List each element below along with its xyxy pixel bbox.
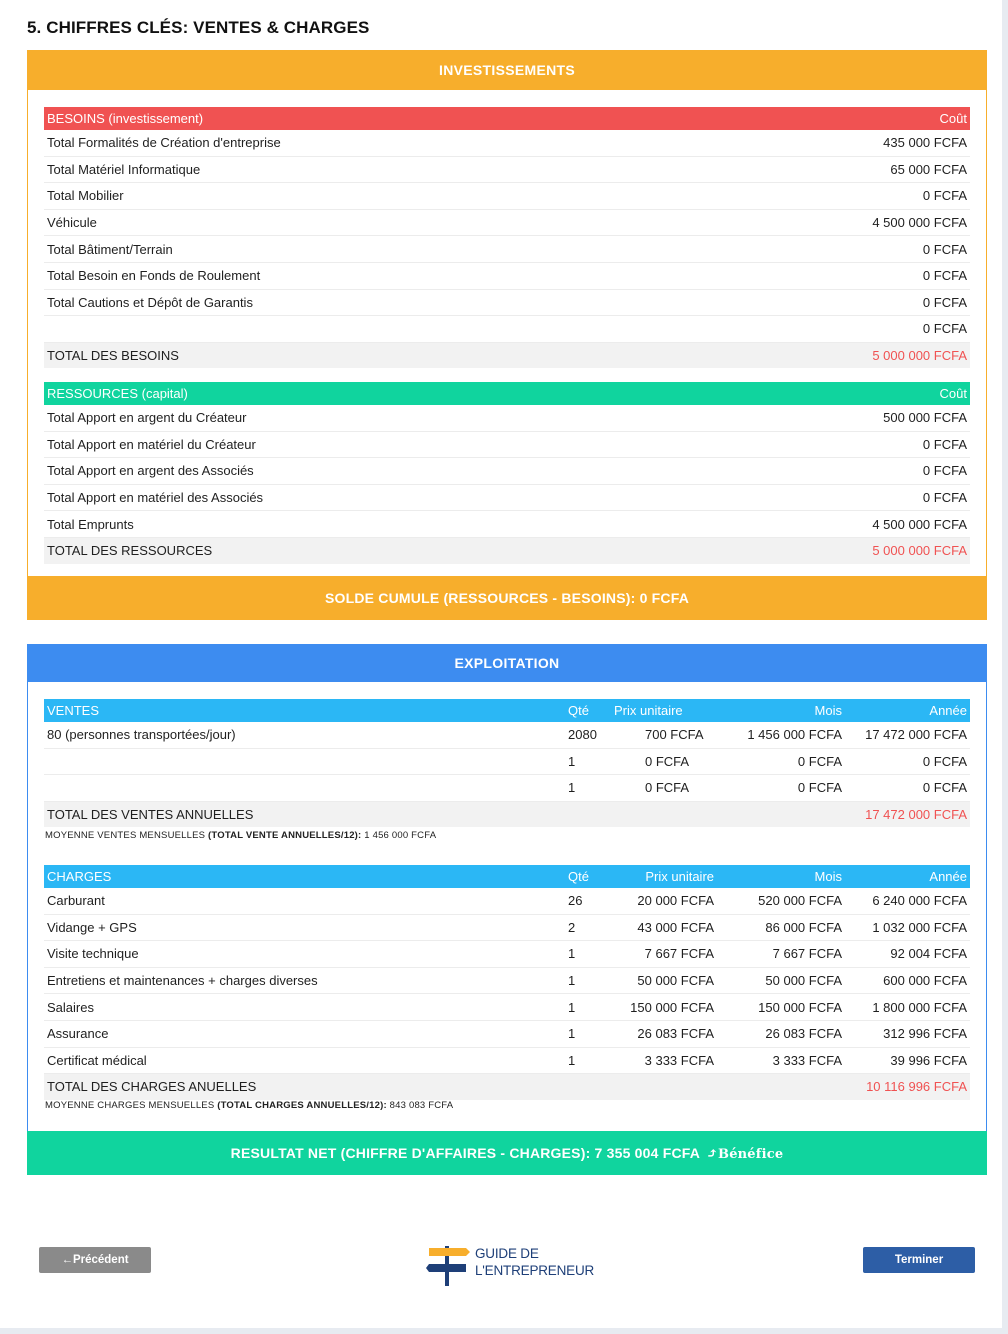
charges-cell-label: Entretiens et maintenances + charges diverses [44,967,565,994]
ressources-row-value: 0 FCFA [681,431,970,458]
ventes-cell-mois: 0 FCFA [717,748,845,775]
besoins-row [44,130,970,156]
charges-cell-annee: 92 004 FCFA [845,941,970,968]
ressources-row [44,511,970,538]
charges-cell-prix: 7 667 FCFA [611,941,717,968]
besoins-row [44,316,970,343]
besoins-row-label: Total Bâtiment/Terrain [44,236,696,263]
besoins-row-value: 0 FCFA [696,236,970,263]
ressources-header-label: RESSOURCES (capital) [44,382,681,405]
ventes-row [44,748,970,775]
charges-col-mois: Mois [717,865,845,888]
ventes-total-row [44,801,970,827]
charges-cell-annee: 600 000 FCFA [845,967,970,994]
charges-cell-qte: 1 [565,941,611,968]
besoins-row-value: 0 FCFA [696,183,970,210]
charges-cell-prix: 50 000 FCFA [611,967,717,994]
ressources-row-label: Total Apport en matériel du Créateur [44,431,681,458]
charges-table [44,865,970,1100]
previous-button[interactable] [39,1247,151,1273]
ressources-header-row [44,382,970,405]
besoins-row-value: 0 FCFA [696,289,970,316]
resultat-net-footer [27,1131,987,1175]
charges-cell-label: Certificat médical [44,1047,565,1074]
charges-cell-prix: 3 333 FCFA [611,1047,717,1074]
ventes-cell-mois: 0 FCFA [717,775,845,802]
ventes-total-label: TOTAL DES VENTES ANNUELLES [44,801,845,827]
ventes-table [44,699,970,827]
charges-header-row [44,865,970,888]
charges-cell-qte: 1 [565,967,611,994]
ventes-col-label: VENTES [44,699,565,722]
besoins-row-label: Total Mobilier [44,183,696,210]
ressources-total-value: 5 000 000 FCFA [681,537,970,563]
ventes-note-prefix: MOYENNE VENTES MENSUELLES [45,830,209,841]
charges-cell-mois: 50 000 FCFA [717,967,845,994]
besoins-row [44,236,970,263]
charges-col-annee: Année [845,865,970,888]
besoins-row [44,156,970,183]
ressources-header-cost: Coût [681,382,970,405]
ressources-row-value: 4 500 000 FCFA [681,511,970,538]
ressources-total-row [44,537,970,563]
ressources-row-value: 500 000 FCFA [681,405,970,431]
charges-cell-qte: 1 [565,994,611,1021]
ventes-cell-mois: 1 456 000 FCFA [717,722,845,748]
ressources-row-value: 0 FCFA [681,458,970,485]
logo [426,1242,596,1290]
arrow-left-icon: ← [61,1254,73,1266]
ventes-col-prix: Prix unitaire [611,699,717,722]
ventes-col-qte: Qté [565,699,611,722]
ventes-cell-label [44,748,565,775]
charges-row [44,888,970,914]
ventes-cell-label [44,775,565,802]
charges-cell-qte: 26 [565,888,611,914]
ventes-total-value: 17 472 000 FCFA [845,801,970,827]
besoins-row-label: Total Besoin en Fonds de Roulement [44,262,696,289]
charges-cell-annee: 312 996 FCFA [845,1020,970,1047]
charges-note-value: 843 083 FCFA [386,1100,454,1111]
ressources-row-label: Total Emprunts [44,511,681,538]
charges-col-label: CHARGES [44,865,565,888]
besoins-row [44,183,970,210]
besoins-row-label: Véhicule [44,209,696,236]
charges-cell-prix: 26 083 FCFA [611,1020,717,1047]
signpost-icon [426,1242,472,1288]
charges-cell-qte: 1 [565,1020,611,1047]
ressources-row [44,431,970,458]
besoins-table [44,107,970,368]
besoins-row [44,209,970,236]
section-title: 5. CHIFFRES CLÉS: VENTES & CHARGES [27,18,370,37]
besoins-row-label: Total Matériel Informatique [44,156,696,183]
ventes-cell-qte: 1 [565,775,611,802]
charges-row [44,1020,970,1047]
charges-moyenne-note [45,1100,453,1111]
charges-cell-mois: 150 000 FCFA [717,994,845,1021]
finish-button[interactable]: Terminer [863,1247,975,1273]
logo-line2: L'ENTREPRENEUR [475,1263,595,1278]
charges-cell-prix: 20 000 FCFA [611,888,717,914]
charges-cell-mois: 520 000 FCFA [717,888,845,914]
ventes-header-row [44,699,970,722]
ventes-row [44,775,970,802]
charges-total-row [44,1074,970,1100]
charges-total-label: TOTAL DES CHARGES ANUELLES [44,1074,845,1100]
charges-cell-label: Assurance [44,1020,565,1047]
exploitation-panel [27,644,987,1175]
up-arrow-icon: ⤴ [706,1146,718,1162]
ventes-moyenne-note [45,830,436,841]
investissements-header: INVESTISSEMENTS [28,51,986,90]
logo-line1: GUIDE DE [475,1246,539,1261]
besoins-row-value: 435 000 FCFA [696,130,970,156]
charges-cell-annee: 6 240 000 FCFA [845,888,970,914]
ventes-col-mois: Mois [717,699,845,722]
besoins-header-row [44,107,970,130]
besoins-total-value: 5 000 000 FCFA [696,342,970,368]
charges-cell-annee: 39 996 FCFA [845,1047,970,1074]
ressources-row [44,484,970,511]
besoins-row [44,289,970,316]
charges-row [44,967,970,994]
charges-cell-label: Salaires [44,994,565,1021]
charges-row [44,994,970,1021]
besoins-total-label: TOTAL DES BESOINS [44,342,696,368]
besoins-header-cost: Coût [696,107,970,130]
charges-row [44,941,970,968]
charges-col-prix: Prix unitaire [611,865,717,888]
ventes-cell-annee: 17 472 000 FCFA [845,722,970,748]
charges-cell-label: Vidange + GPS [44,914,565,941]
ressources-total-label: TOTAL DES RESSOURCES [44,537,681,563]
charges-cell-label: Visite technique [44,941,565,968]
charges-cell-mois: 7 667 FCFA [717,941,845,968]
ressources-row [44,458,970,485]
investissements-panel [27,50,987,620]
ventes-row [44,722,970,748]
ressources-row [44,405,970,431]
charges-note-bold: (TOTAL CHARGES ANNUELLES/12): [217,1100,387,1111]
ventes-cell-annee: 0 FCFA [845,775,970,802]
charges-cell-annee: 1 032 000 FCFA [845,914,970,941]
resultat-net-text: RESULTAT NET (CHIFFRE D'AFFAIRES - CHARGES): 7 355 004 FCFA [230,1145,701,1161]
ressources-body [44,405,970,537]
ventes-body [44,722,970,801]
ventes-cell-annee: 0 FCFA [845,748,970,775]
exploitation-header: EXPLOITATION [28,645,986,682]
ventes-note-bold: (TOTAL VENTE ANNUELLES/12): [208,830,362,841]
charges-cell-prix: 150 000 FCFA [611,994,717,1021]
ventes-cell-prix: 0 FCFA [611,775,717,802]
charges-total-value: 10 116 996 FCFA [845,1074,970,1100]
charges-col-qte: Qté [565,865,611,888]
ventes-cell-prix: 700 FCFA [611,722,717,748]
ventes-cell-qte: 1 [565,748,611,775]
charges-cell-mois: 3 333 FCFA [717,1047,845,1074]
benefice-badge: Bénéfice [718,1147,784,1162]
besoins-row-label [44,316,696,343]
besoins-row [44,262,970,289]
charges-row [44,914,970,941]
ressources-row-label: Total Apport en argent des Associés [44,458,681,485]
charges-row [44,1047,970,1074]
besoins-row-value: 65 000 FCFA [696,156,970,183]
ventes-col-annee: Année [845,699,970,722]
charges-note-prefix: MOYENNE CHARGES MENSUELLES [45,1100,218,1111]
besoins-row-value: 0 FCFA [696,262,970,289]
charges-cell-annee: 1 800 000 FCFA [845,994,970,1021]
ventes-cell-label: 80 (personnes transportées/jour) [44,722,565,748]
ressources-row-value: 0 FCFA [681,484,970,511]
solde-cumule-footer: SOLDE CUMULE (RESSOURCES - BESOINS): 0 FCFA [27,576,987,620]
ventes-note-value: 1 456 000 FCFA [361,830,437,841]
charges-cell-qte: 2 [565,914,611,941]
ressources-row-label: Total Apport en argent du Créateur [44,405,681,431]
ventes-cell-prix: 0 FCFA [611,748,717,775]
charges-cell-qte: 1 [565,1047,611,1074]
charges-body [44,888,970,1074]
charges-cell-mois: 86 000 FCFA [717,914,845,941]
besoins-header-label: BESOINS (investissement) [44,107,696,130]
besoins-row-label: Total Cautions et Dépôt de Garantis [44,289,696,316]
ressources-table [44,382,970,564]
logo-text [475,1245,594,1279]
previous-button-label: Précédent [72,1254,129,1266]
besoins-body [44,130,970,342]
charges-cell-mois: 26 083 FCFA [717,1020,845,1047]
besoins-row-value: 0 FCFA [696,316,970,343]
ventes-cell-qte: 2080 [565,722,611,748]
charges-cell-prix: 43 000 FCFA [611,914,717,941]
ressources-row-label: Total Apport en matériel des Associés [44,484,681,511]
charges-cell-label: Carburant [44,888,565,914]
besoins-row-label: Total Formalités de Création d'entreprise [44,130,696,156]
besoins-row-value: 4 500 000 FCFA [696,209,970,236]
besoins-total-row [44,342,970,368]
